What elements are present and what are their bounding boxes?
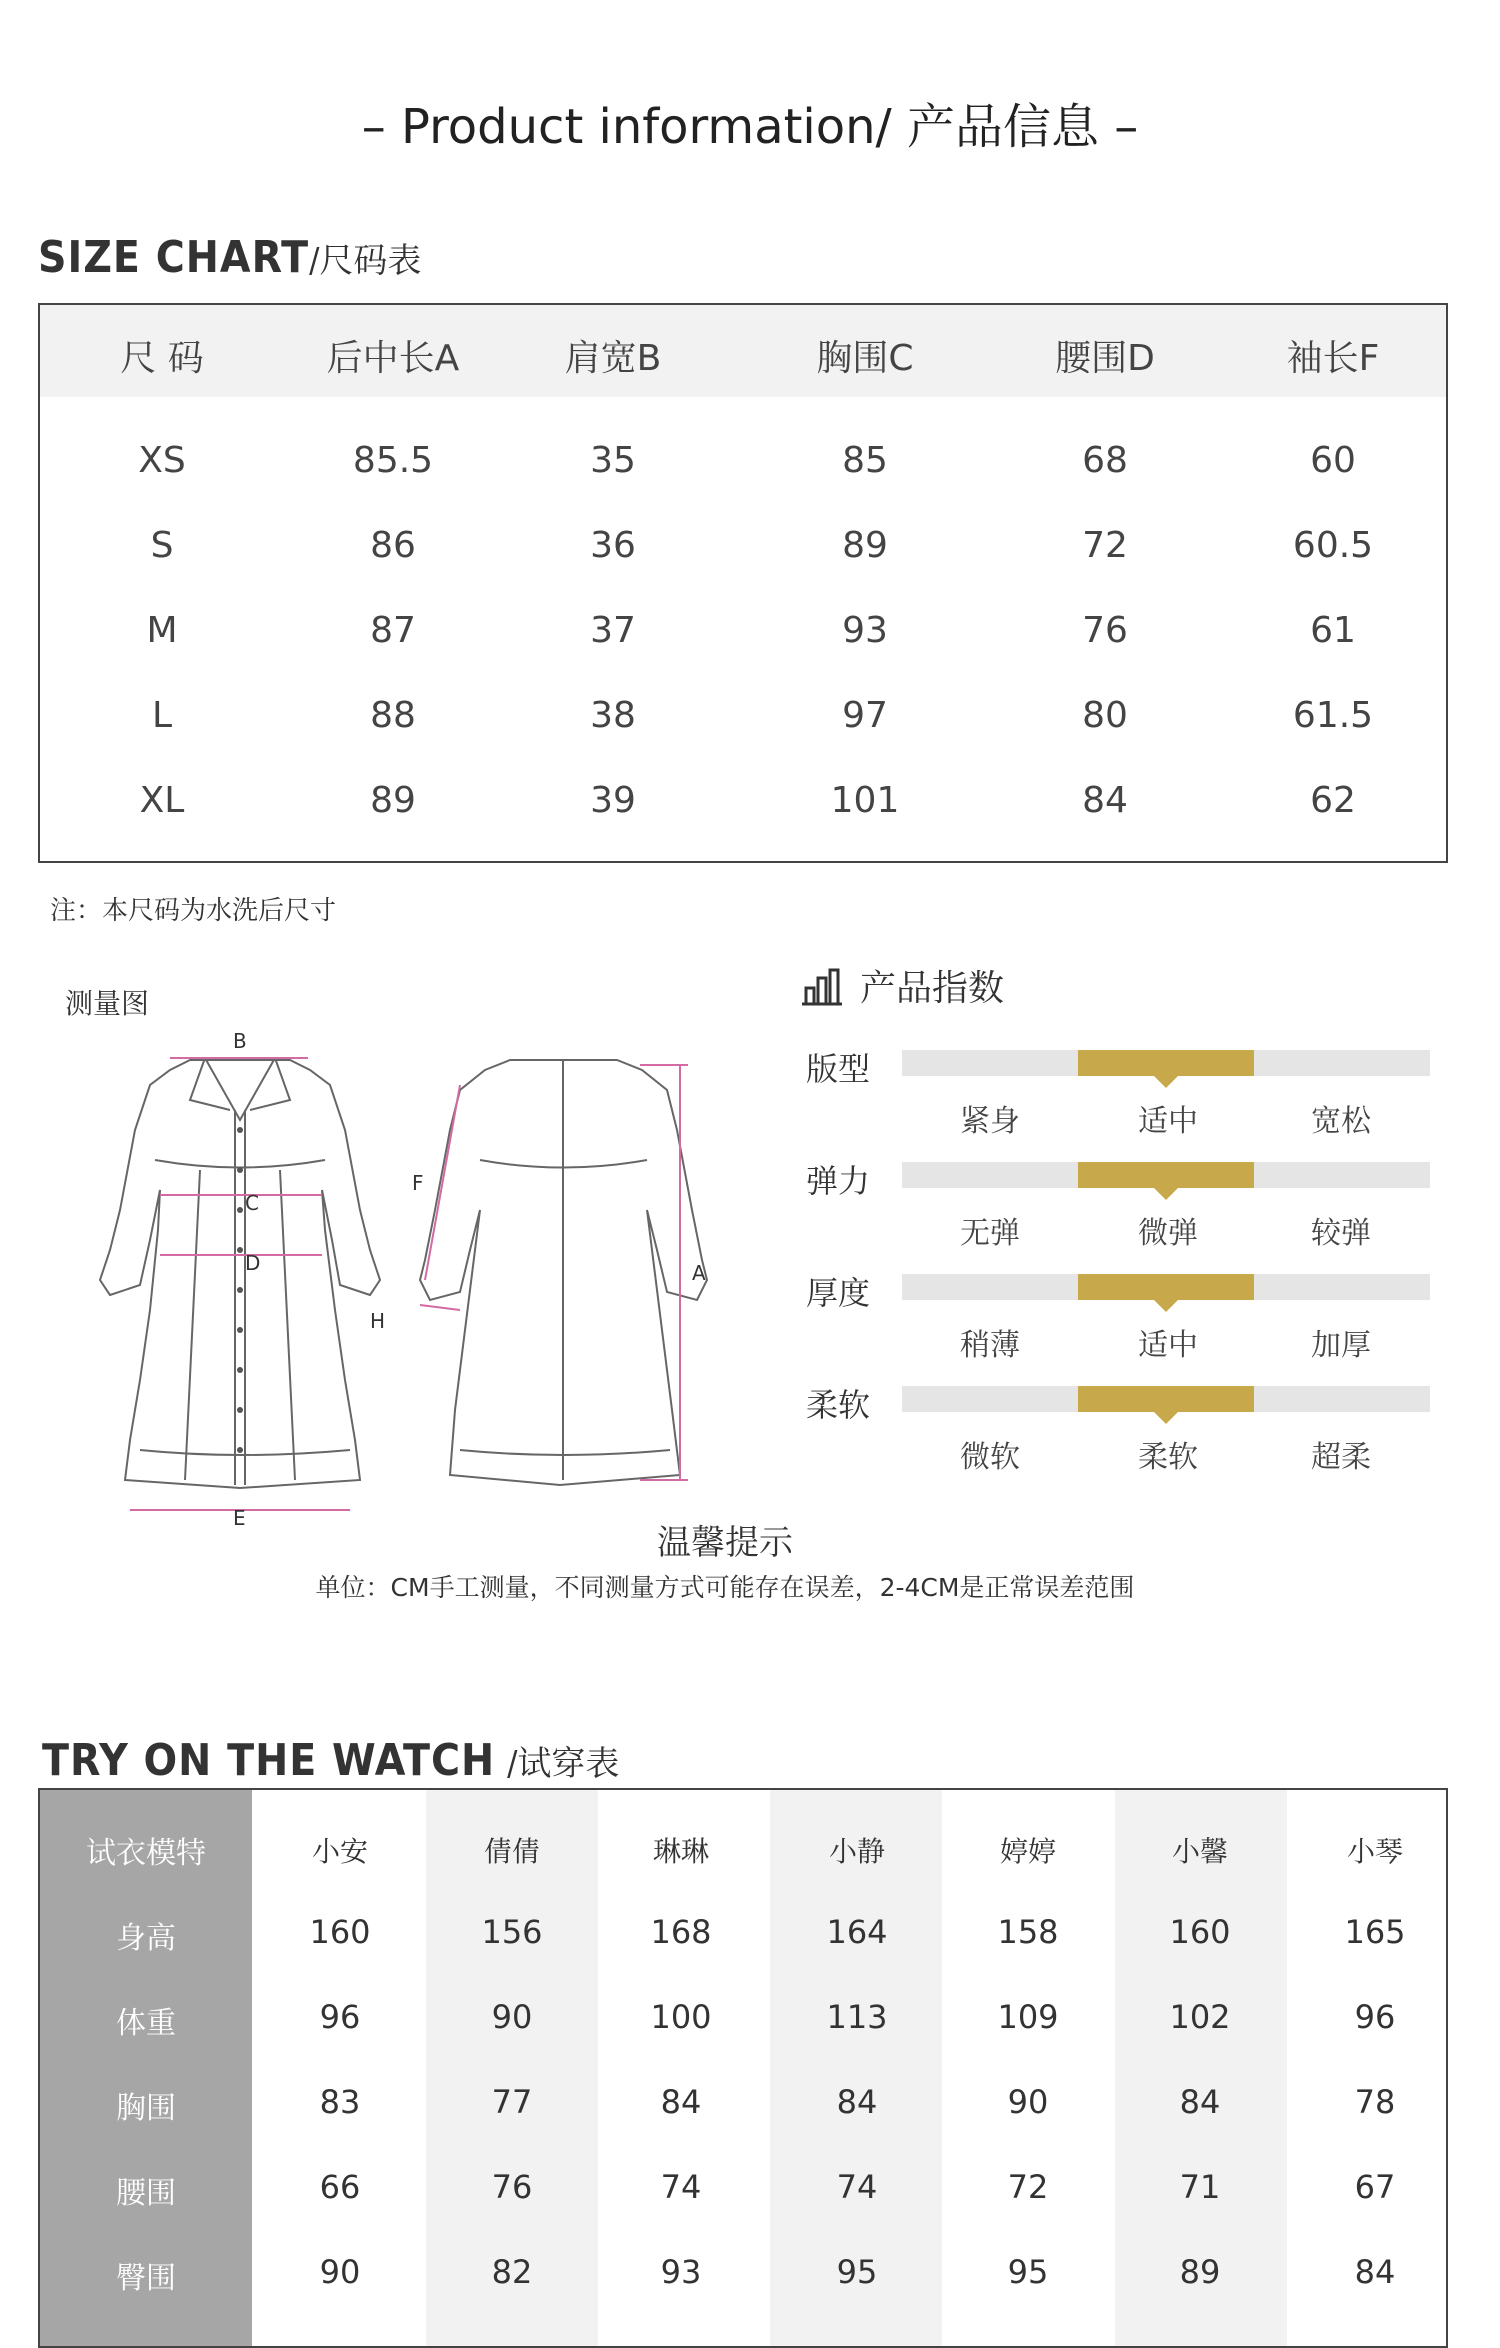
size-table-cell: 68: [1082, 440, 1128, 481]
size-table-cell: 72: [1082, 525, 1128, 566]
measure-letter-c: C: [245, 1191, 259, 1215]
try-on-heading-en: TRY ON THE WATCH: [42, 1735, 496, 1786]
try-on-model-name: 倩倩: [483, 1835, 541, 1868]
index-label: 弹力: [806, 1162, 871, 1200]
try-on-row-label: 腰围: [116, 2176, 176, 2211]
measure-letter-d: D: [245, 1251, 261, 1275]
tips-title: 温馨提示: [657, 1523, 793, 1563]
size-table-cell: 80: [1082, 695, 1128, 736]
index-selected-segment: [1078, 1274, 1254, 1300]
index-option: 无弹: [960, 1216, 1020, 1251]
product-index-title: [800, 960, 1004, 1011]
size-chart-heading-en: SIZE CHART: [38, 232, 310, 283]
try-on-row-label: 臀围: [116, 2261, 176, 2296]
try-on-cell: 160: [309, 1913, 371, 1951]
tips-text: 单位：CM手工测量，不同测量方式可能存在误差，2-4CM是正常误差范围: [315, 1573, 1135, 1602]
size-table-cell: XS: [138, 440, 186, 481]
bar-chart-icon: [800, 968, 844, 1006]
try-on-cell: 158: [997, 1913, 1059, 1951]
size-table-cell: 61.5: [1292, 695, 1374, 736]
measure-letter-b: B: [233, 1029, 247, 1053]
index-label: 版型: [806, 1050, 871, 1088]
index-option: 微弹: [1138, 1216, 1198, 1251]
try-on-cell: 84: [836, 2083, 878, 2121]
index-option: 适中: [1138, 1104, 1198, 1139]
try-on-cell: 160: [1169, 1913, 1231, 1951]
try-on-cell: 84: [1179, 2083, 1221, 2121]
try-on-cell: 96: [319, 1998, 361, 2036]
try-on-row-label: 体重: [116, 2006, 176, 2041]
size-chart-table: [38, 303, 1448, 863]
try-on-cell: 93: [660, 2253, 702, 2291]
try-on-cell: 82: [491, 2253, 533, 2291]
try-on-heading-zh: /试穿表: [507, 1744, 620, 1784]
try-on-model-name: 小馨: [1171, 1835, 1229, 1868]
try-on-cell: 90: [491, 1998, 533, 2036]
try-on-cell: 95: [1007, 2253, 1049, 2291]
try-on-cell: 78: [1354, 2083, 1396, 2121]
size-chart-heading-zh: /尺码表: [309, 241, 422, 281]
size-table-cell: XL: [139, 780, 185, 821]
try-on-cell: 168: [650, 1913, 712, 1951]
try-on-cell: 66: [319, 2168, 361, 2206]
measure-letter-e: E: [233, 1506, 246, 1530]
try-on-cell: 77: [491, 2083, 533, 2121]
size-header-cell: 胸围C: [816, 338, 914, 379]
size-table-cell: 62: [1310, 780, 1356, 821]
try-on-cell: 102: [1169, 1998, 1231, 2036]
index-label: 柔软: [806, 1386, 871, 1424]
size-header-cell: 尺 码: [120, 338, 204, 379]
measure-label: 测量图: [65, 987, 150, 1020]
try-on-cell: 83: [319, 2083, 361, 2121]
measure-letter-a: A: [692, 1261, 706, 1285]
index-option: 加厚: [1311, 1328, 1371, 1363]
try-on-cell: 109: [997, 1998, 1059, 2036]
index-pointer: [1154, 1300, 1178, 1312]
product-index-title-text: 产品指数: [860, 968, 1005, 1009]
size-header-cell: 后中长A: [326, 338, 460, 379]
size-table-cell: 38: [590, 695, 636, 736]
index-pointer: [1154, 1412, 1178, 1424]
size-table-cell: 35: [590, 440, 636, 481]
size-table-cell: 88: [370, 695, 416, 736]
try-on-table: [38, 1788, 1448, 2348]
size-table-cell: 87: [370, 610, 416, 651]
size-chart-header-row: [40, 305, 1446, 397]
size-table-cell: 89: [842, 525, 888, 566]
index-option: 紧身: [960, 1104, 1020, 1139]
try-on-cell: 67: [1354, 2168, 1396, 2206]
try-on-row-label: 身高: [116, 1921, 176, 1956]
size-header-cell: 肩宽B: [564, 338, 662, 379]
index-pointer: [1154, 1188, 1178, 1200]
try-on-cell: 74: [660, 2168, 702, 2206]
index-option: 适中: [1138, 1328, 1198, 1363]
try-on-row-label: 试衣模特: [86, 1836, 206, 1871]
size-table-cell: S: [150, 525, 174, 566]
try-on-cell: 100: [650, 1998, 712, 2036]
index-pointer: [1154, 1076, 1178, 1088]
page-title: – Product information/ 产品信息 –: [361, 99, 1139, 155]
measure-letter-f: F: [412, 1171, 424, 1195]
try-on-cell: 71: [1179, 2168, 1221, 2206]
size-table-cell: 84: [1082, 780, 1128, 821]
size-chart-heading: [38, 232, 421, 283]
size-table-cell: 85.5: [352, 440, 434, 481]
measure-letter-h: H: [370, 1309, 386, 1333]
index-label: 厚度: [806, 1274, 871, 1312]
try-on-cell: 89: [1179, 2253, 1221, 2291]
try-on-cell: 164: [826, 1913, 888, 1951]
try-on-cell: 156: [481, 1913, 543, 1951]
try-on-cell: 113: [826, 1998, 888, 2036]
try-on-cell: 95: [836, 2253, 878, 2291]
try-on-model-name: 小琴: [1346, 1835, 1404, 1868]
size-table-cell: 60: [1310, 440, 1356, 481]
index-selected-segment: [1078, 1050, 1254, 1076]
index-selected-segment: [1078, 1386, 1254, 1412]
try-on-cell: 76: [491, 2168, 533, 2206]
index-option: 微软: [960, 1440, 1020, 1475]
try-on-cell: 72: [1007, 2168, 1049, 2206]
try-on-model-name: 小安: [311, 1835, 369, 1868]
try-on-model-name: 婷婷: [999, 1835, 1057, 1868]
index-option: 宽松: [1311, 1104, 1371, 1139]
size-table-cell: L: [151, 695, 173, 736]
index-option: 较弹: [1311, 1216, 1371, 1251]
try-on-model-name: 小静: [828, 1835, 886, 1868]
try-on-cell: 90: [319, 2253, 361, 2291]
size-table-cell: 36: [590, 525, 636, 566]
size-table-cell: 39: [590, 780, 636, 821]
try-on-cell: 84: [1354, 2253, 1396, 2291]
size-note: 注：本尺码为水洗后尺寸: [50, 896, 337, 926]
try-on-heading: [42, 1735, 619, 1786]
size-table-cell: M: [146, 610, 178, 651]
measurement-diagram: [40, 1010, 720, 1530]
size-table-cell: 37: [590, 610, 636, 651]
try-on-cell: 84: [660, 2083, 702, 2121]
try-on-model-name: 琳琳: [652, 1835, 710, 1868]
size-table-cell: 93: [842, 610, 888, 651]
size-table-cell: 86: [370, 525, 416, 566]
size-table-cell: 61: [1310, 610, 1356, 651]
try-on-cell: 165: [1344, 1913, 1406, 1951]
try-on-cell: 90: [1007, 2083, 1049, 2121]
index-option: 稍薄: [960, 1328, 1020, 1363]
size-header-cell: 腰围D: [1055, 338, 1155, 379]
size-table-cell: 76: [1082, 610, 1128, 651]
size-table-cell: 97: [842, 695, 888, 736]
index-selected-segment: [1078, 1162, 1254, 1188]
size-header-cell: 袖长F: [1286, 338, 1380, 379]
index-option: 柔软: [1138, 1440, 1198, 1475]
size-table-cell: 89: [370, 780, 416, 821]
try-on-cell: 96: [1354, 1998, 1396, 2036]
size-table-cell: 60.5: [1292, 525, 1374, 566]
try-on-row-label: 胸围: [116, 2091, 176, 2126]
size-table-cell: 101: [830, 780, 900, 821]
index-option: 超柔: [1311, 1440, 1371, 1475]
size-table-cell: 85: [842, 440, 888, 481]
try-on-cell: 74: [836, 2168, 878, 2206]
